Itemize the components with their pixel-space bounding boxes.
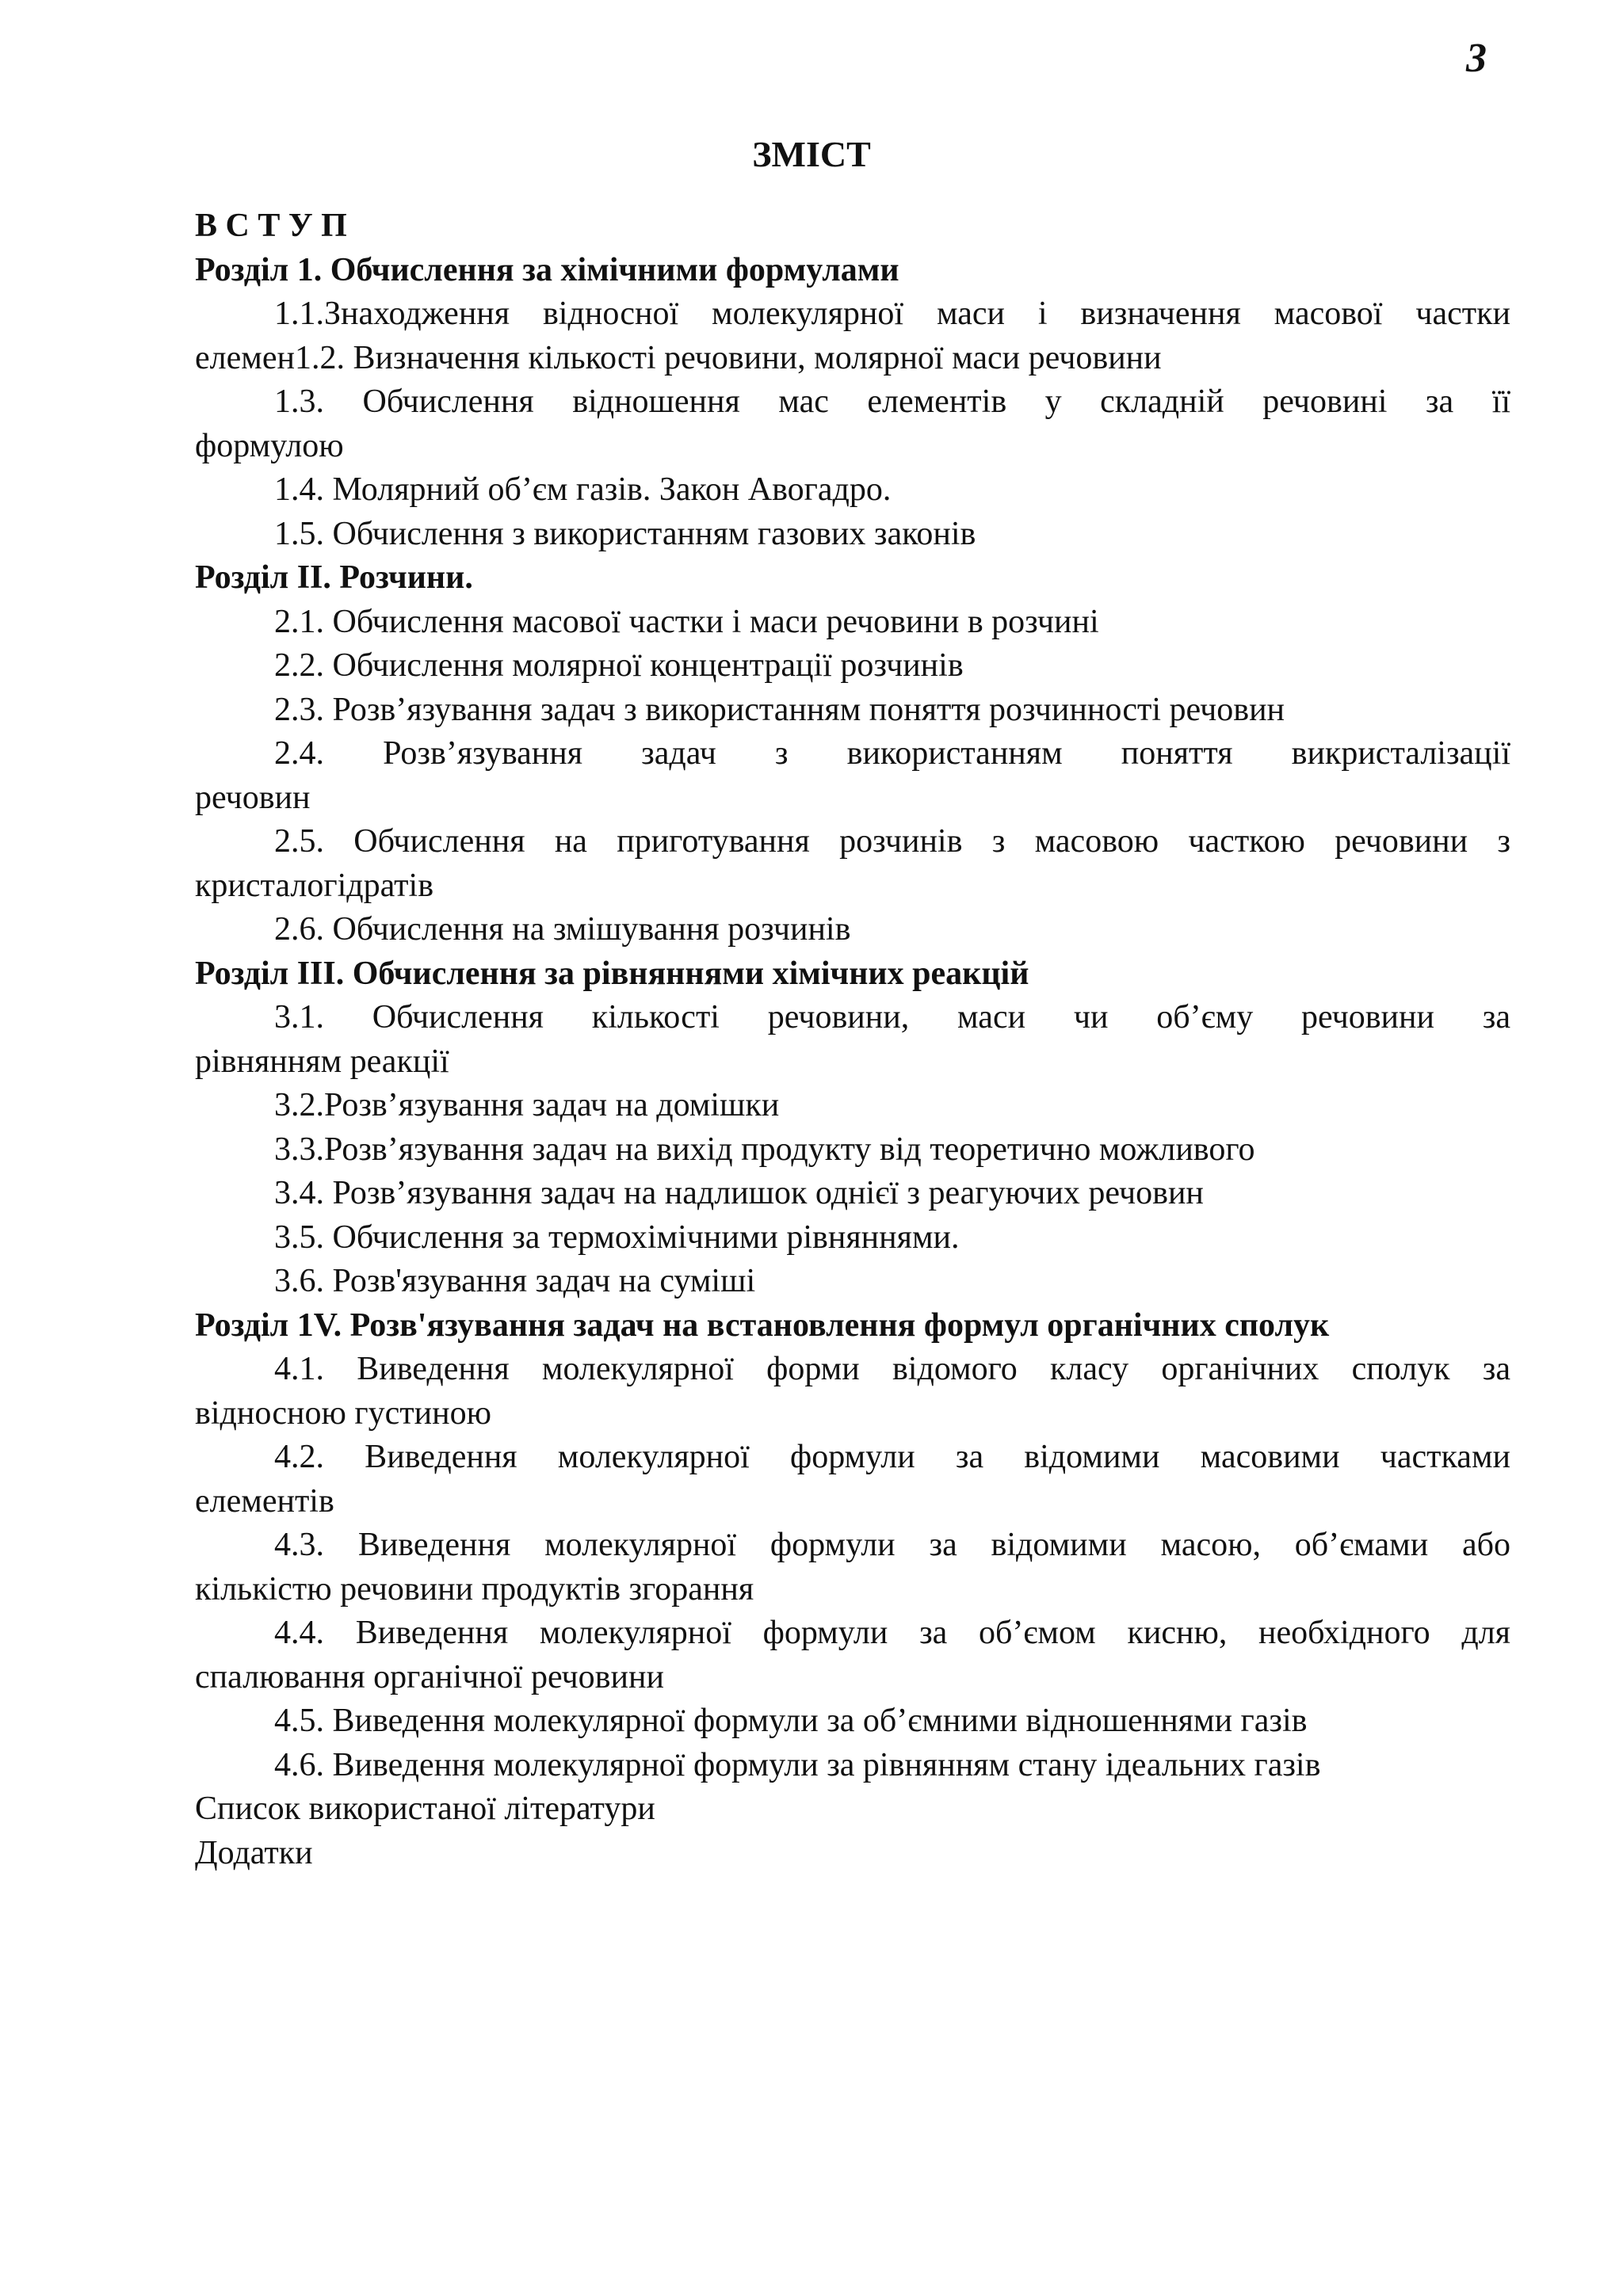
toc-section-heading: Розділ 1. Обчислення за хімічними формулами bbox=[195, 251, 899, 288]
toc-entry: 4.6. Виведення молекулярної формули за рівнянням стану ідеальних газів bbox=[274, 1746, 1321, 1783]
toc-entry: 3.4. Розв’язування задач на надлишок однієї з реагуючих речовин bbox=[274, 1175, 1204, 1211]
toc-entry: 4.2. Виведення молекулярної формули за відомими масовими частками bbox=[274, 1439, 1510, 1475]
table-of-contents bbox=[195, 204, 1510, 1875]
toc-entry: спалювання органічної речовини bbox=[195, 1658, 664, 1695]
toc-entry: 1.1.Знаходження відносної молекулярної маси і визначення масової частки bbox=[274, 296, 1510, 332]
toc-entry: 4.1. Виведення молекулярної форми відомого класу органічних сполук за bbox=[274, 1351, 1510, 1387]
toc-entry: Список використаної літератури bbox=[195, 1791, 655, 1827]
toc-entry: елементів bbox=[195, 1482, 334, 1520]
toc-entry: елемен1.2. Визначення кількості речовини, молярної маси речовини bbox=[195, 339, 1162, 376]
toc-entry: 1.3. Обчислення відношення мас елементів у складній речовині за її bbox=[274, 383, 1510, 420]
toc-entry: 2.1. Обчислення масової частки і маси речовини в розчині bbox=[274, 603, 1099, 640]
toc-entry: 3.2.Розв’язування задач на домішки bbox=[274, 1087, 780, 1123]
toc-entry: відносною густиною bbox=[195, 1394, 491, 1432]
page-number: 3 bbox=[1466, 36, 1487, 81]
toc-section-heading: Розділ 1V. Розв'язування задач на встановлення формул органічних сполук bbox=[195, 1306, 1330, 1344]
toc-entry: 2.4. Розв’язування задач з використанням поняття викристалізації bbox=[274, 735, 1510, 772]
toc-entry: Додатки bbox=[195, 1834, 313, 1871]
toc-section-heading: В С Т У П bbox=[195, 208, 347, 244]
toc-entry: 2.3. Розв’язування задач з використанням поняття розчинності речовин bbox=[274, 691, 1285, 728]
toc-section-heading: Розділ ІІ. Розчини. bbox=[195, 559, 473, 596]
page-title: ЗМІСТ bbox=[752, 134, 871, 174]
toc-entry: 2.2. Обчислення молярної концентрації розчинів bbox=[274, 647, 964, 684]
toc-entry: 3.6. Розв'язування задач на суміші bbox=[274, 1263, 756, 1299]
toc-entry: 3.1. Обчислення кількості речовини, маси чи об’єму речовини за bbox=[274, 999, 1510, 1035]
toc-entry: рівнянням реакції bbox=[195, 1043, 449, 1080]
toc-entry: 3.5. Обчислення за термохімічними рівняннями. bbox=[274, 1219, 960, 1256]
toc-entry: 1.4. Молярний об’єм газів. Закон Авогадро. bbox=[274, 471, 892, 508]
toc-entry: 1.5. Обчислення з використанням газових законів bbox=[274, 515, 976, 552]
toc-entry: формулою bbox=[195, 427, 344, 464]
toc-entry: 4.5. Виведення молекулярної формули за об’ємними відношеннями газів bbox=[274, 1703, 1308, 1739]
toc-section-heading: Розділ ІІІ. Обчислення за рівняннями хімічних реакцій bbox=[195, 955, 1029, 992]
toc-entry: 3.3.Розв’язування задач на вихід продукту від теоретично можливого bbox=[274, 1131, 1255, 1168]
toc-entry: 2.5. Обчислення на приготування розчинів з масовою часткою речовини з bbox=[274, 823, 1510, 860]
toc-entry: 2.6. Обчислення на змішування розчинів bbox=[274, 911, 851, 948]
toc-entry: 4.3. Виведення молекулярної формули за відомими масою, об’ємами або bbox=[274, 1527, 1510, 1563]
toc-entry: кількістю речовини продуктів згорання bbox=[195, 1570, 754, 1608]
toc-entry: речовин bbox=[195, 779, 311, 816]
toc-entry: кристалогідратів bbox=[195, 867, 434, 904]
toc-entry: 4.4. Виведення молекулярної формули за об’ємом кисню, необхідного для bbox=[274, 1615, 1510, 1651]
